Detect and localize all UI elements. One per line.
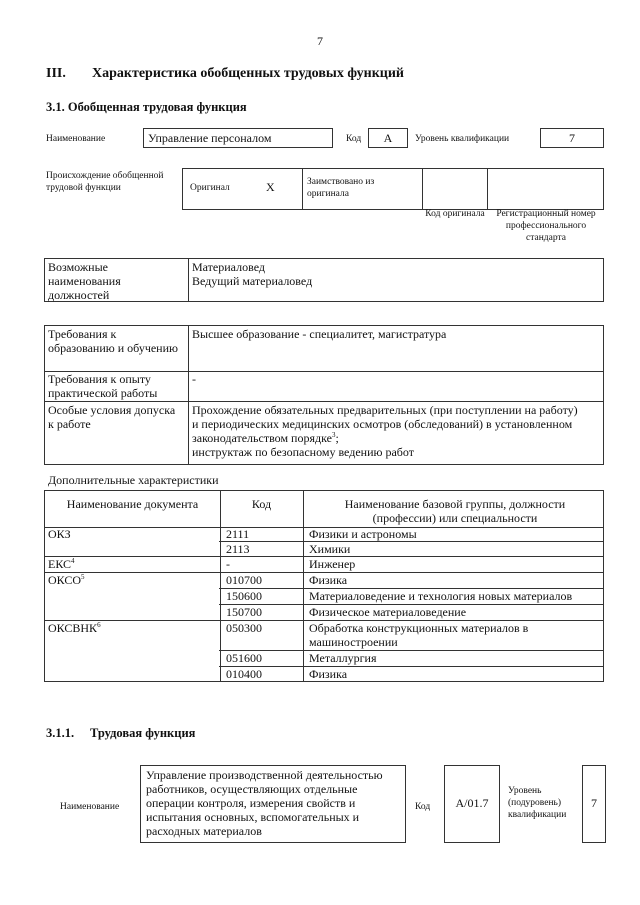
row-code: 2111 xyxy=(226,527,250,541)
row-code: - xyxy=(226,557,230,571)
tf-heading-number: 3.1.1. xyxy=(46,726,75,740)
row-name: Инженер xyxy=(309,557,356,571)
additional-title: Дополнительные характеристики xyxy=(48,473,219,487)
education-label: Требования к образованию и обучению xyxy=(48,327,178,355)
section-title: Характеристика обобщенных трудовых функций xyxy=(92,66,404,81)
education-value: Высшее образование - специалитет, магистратура xyxy=(192,327,447,341)
row-name: Физика xyxy=(309,667,348,681)
gtf-code-value: A xyxy=(368,128,408,148)
row-name: Физика xyxy=(309,573,348,587)
row-name: Обработка конструкционных материалов в машиностроении xyxy=(309,621,529,649)
row-name: Материаловедение и технология новых материалов xyxy=(309,589,573,603)
original-label: Оригинал xyxy=(190,183,230,193)
row-code: 051600 xyxy=(226,651,262,665)
row-name: Физики и астрономы xyxy=(309,527,417,541)
section-number: III. xyxy=(46,66,66,81)
row-name: Металлургия xyxy=(309,651,377,665)
experience-value: - xyxy=(192,372,196,386)
position-item: Ведущий материаловед xyxy=(192,274,313,288)
row-document: ОКЗ xyxy=(48,527,71,541)
conditions-value: Прохождение обязательных предварительных (при поступлении на работу) и периодических медицинских осмотров (обследований) в установленном законодательством порядке$^3$; инструктаж по безопасному ведению работ xyxy=(192,403,578,459)
gtf-level-value: 7 xyxy=(540,128,604,148)
gtf-level-label: Уровень квалификации xyxy=(415,134,510,144)
gtf-name-value: Управление персоналом xyxy=(143,128,333,148)
row-code: 050300 xyxy=(226,621,262,635)
positions-label: Возможные наименования должностей xyxy=(48,260,121,302)
header-group: Наименование базовой группы, должности (профессии) или специальности xyxy=(344,497,566,525)
header-code: Код xyxy=(251,497,272,511)
row-name: Физическое материаловедение xyxy=(309,605,467,619)
row-document: ОКСВНК$^6$ xyxy=(48,621,101,635)
row-code: 150700 xyxy=(226,605,262,619)
tf-heading: Трудовая функция xyxy=(90,726,196,740)
tf-code-label: Код xyxy=(415,802,431,812)
conditions-label: Особые условия допуска к работе xyxy=(48,403,176,431)
position-item: Материаловед xyxy=(192,260,265,274)
page-number: 7 xyxy=(317,34,323,48)
row-code: 010400 xyxy=(226,667,262,681)
gtf-heading: 3.1. Обобщенная трудовая функция xyxy=(46,100,247,114)
reg-number-caption: Регистрационный номер профессионального стандарта xyxy=(496,209,596,243)
tf-name-label: Наименование xyxy=(60,802,120,812)
original-mark: X xyxy=(266,180,275,194)
tf-level-value: 7 xyxy=(582,765,606,843)
tf-level-label: Уровень (подуровень) квалификации xyxy=(508,786,567,820)
borrowed-label: Заимствовано из оригинала xyxy=(307,177,375,199)
row-code: 150600 xyxy=(226,589,262,603)
row-document: ЕКС$^4$ xyxy=(48,557,75,571)
row-name: Химики xyxy=(309,542,351,556)
row-code: 2113 xyxy=(226,542,250,556)
tf-name-value: Управление производственной деятельностью работников, осуществляющих отдельные операции контроля, измерения свойств и испытания основных, вспомогательных и расходных материалов xyxy=(140,765,406,843)
gtf-origin-label: Происхождение обобщенной трудовой функции xyxy=(46,171,164,193)
tf-code-value: A/01.7 xyxy=(444,765,500,843)
gtf-name-label: Наименование xyxy=(46,134,106,144)
code-original-caption: Код оригинала xyxy=(425,209,485,219)
experience-label: Требования к опыту практической работы xyxy=(48,372,158,400)
header-document: Наименование документа xyxy=(66,497,199,511)
gtf-code-label: Код xyxy=(346,134,362,144)
row-document: ОКСО$^5$ xyxy=(48,573,85,587)
row-code: 010700 xyxy=(226,573,262,587)
